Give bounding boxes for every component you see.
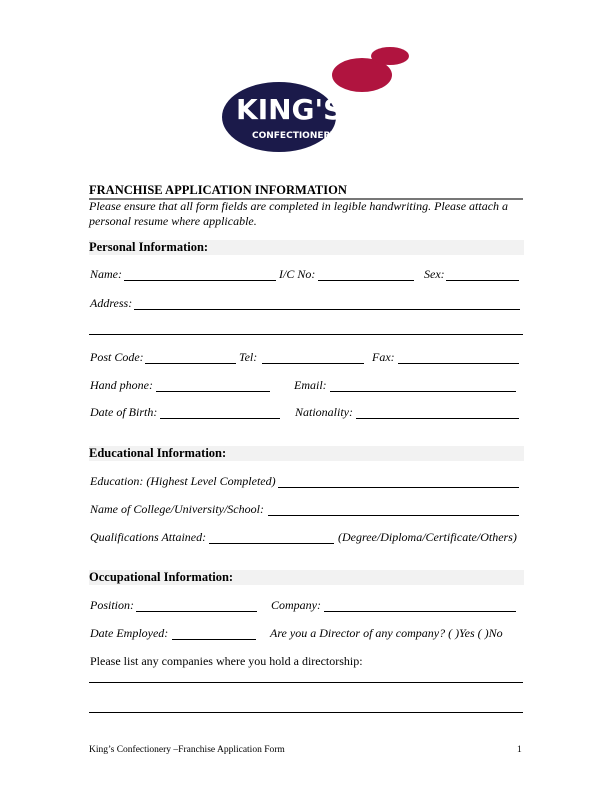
directorship-line-2[interactable] (89, 712, 523, 713)
sex-field[interactable] (446, 267, 519, 281)
director-question[interactable]: Are you a Director of any company? ( )Yes ( )No (270, 626, 503, 640)
qualifications-label: Qualifications Attained: (90, 530, 207, 544)
handphone-label: Hand phone: (90, 378, 153, 392)
nationality-label: Nationality: (295, 405, 353, 419)
tel-label: Tel: (239, 350, 258, 364)
page-number: 1 (517, 745, 522, 755)
education-label: Education: (Highest Level Completed) (90, 474, 276, 488)
tel-field[interactable] (262, 350, 364, 364)
fax-field[interactable] (398, 350, 519, 364)
section-educational: Educational Information: (89, 446, 524, 461)
sex-label: Sex: (424, 267, 445, 281)
section-occupational: Occupational Information: (89, 570, 524, 585)
postcode-label: Post Code: (90, 350, 144, 364)
dob-label: Date of Birth: (90, 405, 158, 419)
directorship-line-1[interactable] (89, 682, 523, 683)
date-employed-field[interactable] (172, 626, 256, 640)
logo-subtext: CONFECTIONERY (252, 131, 337, 141)
nationality-field[interactable] (356, 405, 519, 419)
qualifications-options: (Degree/Diploma/Certificate/Others) (338, 530, 517, 544)
name-label: Name: (90, 267, 122, 281)
ic-field[interactable] (318, 267, 414, 281)
handphone-field[interactable] (156, 378, 270, 392)
logo (222, 45, 412, 155)
instructions: Please ensure that all form fields are completed in legible handwriting. Please attach a personal resume where applicable. (89, 199, 509, 228)
fax-label: Fax: (372, 350, 395, 364)
address-field[interactable] (134, 296, 520, 310)
postcode-field[interactable] (145, 350, 236, 364)
position-label: Position: (90, 598, 134, 612)
name-field[interactable] (124, 267, 276, 281)
date-employed-label: Date Employed: (90, 626, 169, 640)
dob-field[interactable] (160, 405, 280, 419)
company-label: Company: (271, 598, 321, 612)
form-title: FRANCHISE APPLICATION INFORMATION (89, 183, 523, 200)
address-field-line2[interactable] (89, 334, 523, 335)
college-label: Name of College/University/School: (90, 502, 264, 516)
email-field[interactable] (330, 378, 516, 392)
footer-text: King’s Confectionery –Franchise Application Form (89, 745, 285, 755)
education-field[interactable] (278, 474, 519, 488)
position-field[interactable] (136, 598, 257, 612)
section-personal: Personal Information: (89, 240, 524, 255)
qualifications-field[interactable] (209, 530, 334, 544)
company-field[interactable] (324, 598, 516, 612)
ic-label: I/C No: (279, 267, 316, 281)
email-label: Email: (294, 378, 327, 392)
address-label: Address: (90, 296, 133, 310)
logo-text: KING'S (236, 93, 344, 126)
college-field[interactable] (268, 502, 519, 516)
directorship-list-label: Please list any companies where you hold a directorship: (90, 654, 363, 668)
